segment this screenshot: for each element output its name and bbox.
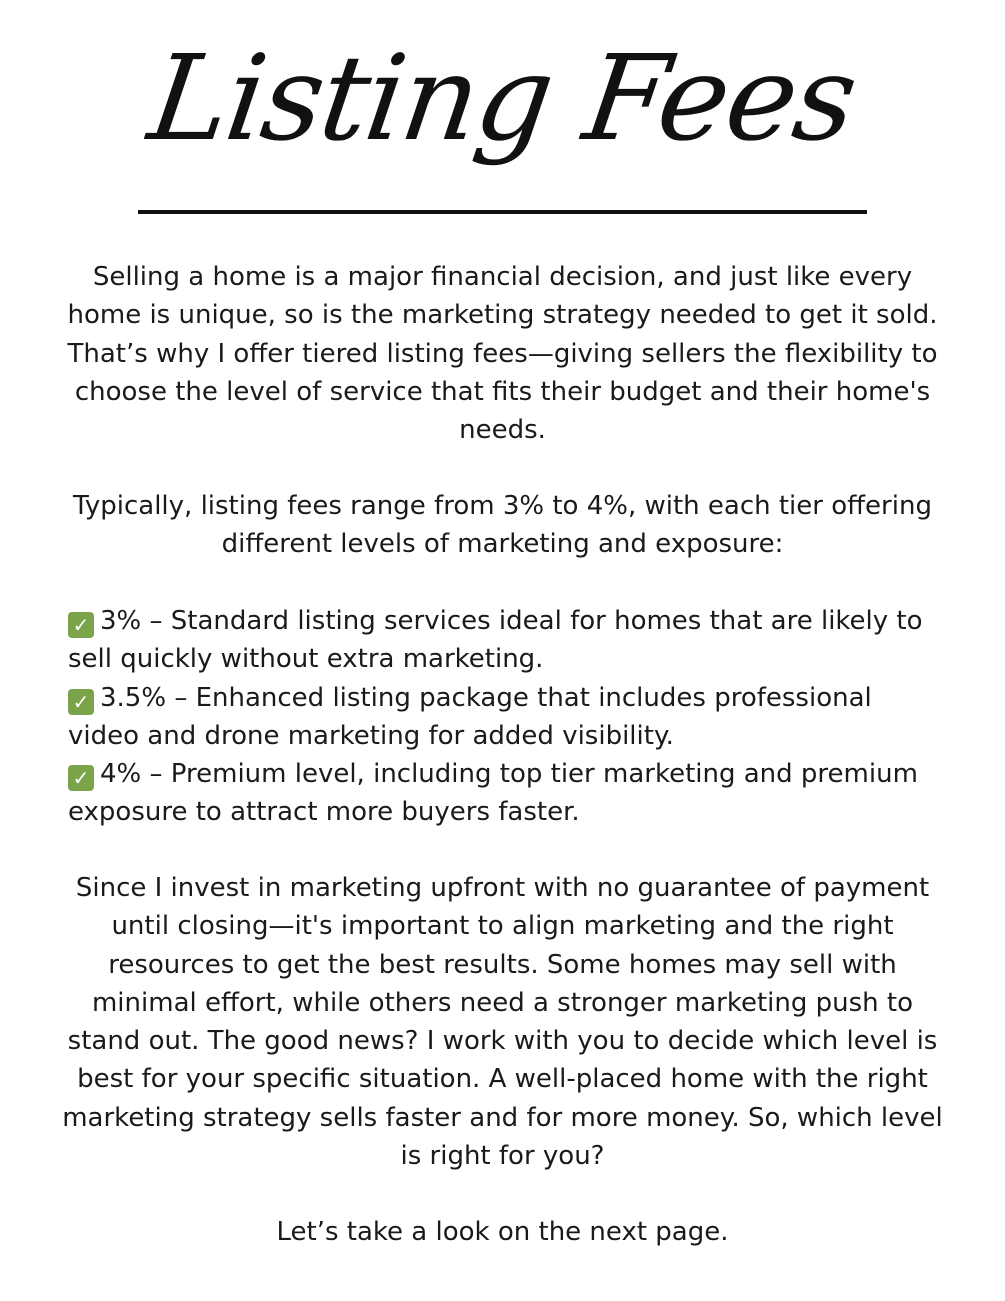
check-icon: ✓: [68, 765, 94, 791]
page-title: Listing Fees: [141, 29, 864, 167]
tier-list: [68, 602, 948, 832]
tier-text: 3.5% – Enhanced listing package that includes professional video and drone marketing for added visibility.: [68, 682, 872, 751]
check-icon: ✓: [68, 689, 94, 715]
tier-item-3: [68, 602, 948, 679]
tier-item-4: [68, 755, 948, 832]
intro-paragraph: Selling a home is a major financial decision, and just like every home is unique, so is the marketing strategy needed to get it sold. That’s why I offer tiered listing fees—giving sellers the flexibility to choose the level of service that fits their budget and their home's needs.: [67, 262, 938, 446]
closing-line: Let’s take a look on the next page.: [276, 1217, 729, 1247]
tier-text: 3% – Standard listing services ideal for homes that are likely to sell quickly without extra marketing.: [68, 606, 923, 675]
tier-item-3-5: [68, 679, 948, 756]
title-divider: [138, 210, 867, 214]
marketing-paragraph: Since I invest in marketing upfront with no guarantee of payment until closing—it's important to align marketing and the right resources to get the best results. Some homes may sell with minimal effort, while others need a stronger marketing push to stand out. The good news? I work with you to decide which level is best for your specific situation. A well-placed home with the right marketing strategy sells faster and for more money. So, which level is right for you?: [62, 873, 943, 1172]
fee-range-paragraph: Typically, listing fees range from 3% to 4%, with each tier offering different levels of marketing and exposure:: [73, 491, 932, 560]
tier-text: 4% – Premium level, including top tier marketing and premium exposure to attract more buyers faster.: [68, 759, 918, 828]
check-icon: ✓: [68, 612, 94, 638]
